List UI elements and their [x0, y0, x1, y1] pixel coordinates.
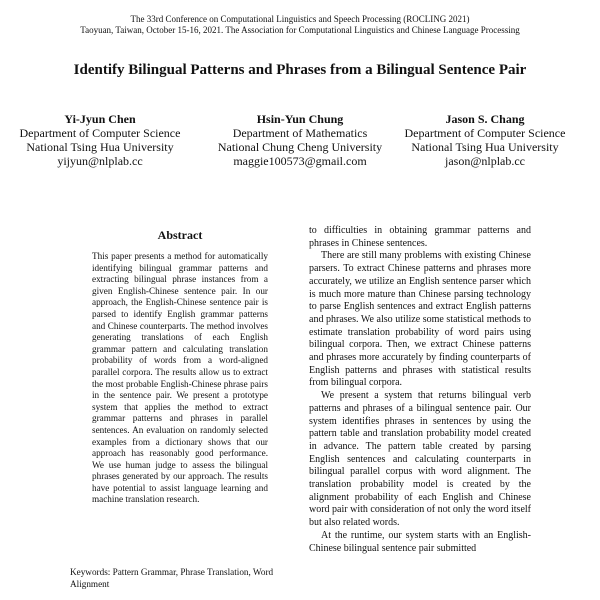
author-department: Department of Mathematics	[232, 126, 368, 140]
body-paragraph: We present a system that returns bilingual verb patterns and phrases of a bilingual sentence pair. Our system identifies phrases in sentences by using the pattern table and translation probability model created in advance. The pattern table created by parsing English sentences and calculating counterparts in bilingual parallel corpus with word alignment. The translation probability model is created by the alignment probability of each English and Chinese word pair with consideration of not only the word itself but also related words.	[309, 390, 531, 529]
keywords: Keywords: Pattern Grammar, Phrase Translation, Word Alignment	[70, 567, 274, 589]
author-department: Department of Computer Science	[19, 126, 181, 140]
author-name: Yi-Jyun Chen	[64, 112, 136, 126]
body-paragraph: to difficulties in obtaining grammar patterns and phrases in Chinese sentences.	[309, 225, 531, 249]
author-email: jason@nlplab.cc	[444, 154, 526, 168]
author-institution: National Chung Cheng University	[217, 140, 383, 154]
abstract-heading: Abstract	[157, 228, 203, 242]
abstract-text: This paper presents a method for automatically identifying bilingual grammar patterns and extracting bilingual phrase instances from a given English-Chinese sentence pair. In our approach, the English-Chinese sentence pair is parsed to identify English grammar patterns and Chinese counterparts. The method involves generating translations of each English grammar pattern and calculating translation probability of words from a word-aligned parallel corpora. The results allow us to extract the most probable English-Chinese phrase pairs in the sentence pair. We present a prototype system that applies the method to extract grammar patterns and phrases in parallel sentences. An evaluation on randomly selected examples from a dictionary shows that our approach has reasonably good performance. We use human judge to assess the bilingual phrases generated by our approach. The results have potential to assist language learning and machine translation research.	[92, 251, 268, 505]
body-paragraph: At the runtime, our system starts with an English-Chinese bilingual sentence pair submitted	[309, 529, 531, 554]
author-block-1	[0, 112, 200, 168]
author-institution: National Tsing Hua University	[411, 140, 559, 154]
author-block-2	[200, 112, 400, 168]
author-block-3	[375, 112, 595, 168]
author-department: Department of Computer Science	[404, 126, 566, 140]
author-name: Hsin-Yun Chung	[256, 112, 344, 126]
body-column-right	[309, 225, 531, 555]
conference-line-1: The 33rd Conference on Computational Linguistics and Speech Processing (ROCLING 2021)	[130, 14, 470, 24]
author-email: maggie100573@gmail.com	[233, 154, 367, 168]
paper-title: Identify Bilingual Patterns and Phrases from a Bilingual Sentence Pair	[73, 62, 527, 78]
conference-line-2: Taoyuan, Taiwan, October 15-16, 2021. The Association for Computational Linguistics and Chinese Language Processing	[80, 25, 520, 35]
author-name: Jason S. Chang	[445, 112, 525, 126]
author-email: yijyun@nlplab.cc	[57, 154, 143, 168]
author-institution: National Tsing Hua University	[26, 140, 174, 154]
body-paragraph: There are still many problems with existing Chinese parsers. To extract Chinese patterns and phrases more accurately, we utilize an English sentence parser which is much more mature than Chinese parsing technology to parse English sentences and extract English patterns and phrases. We also utilize some statistical methods to estimate translation probability of word pairs using bilingual corpora. Then, we extract Chinese patterns and phrases more accurately by finding counterparts of English patterns and phrases with statistical results from bilingual corpora.	[309, 250, 531, 389]
